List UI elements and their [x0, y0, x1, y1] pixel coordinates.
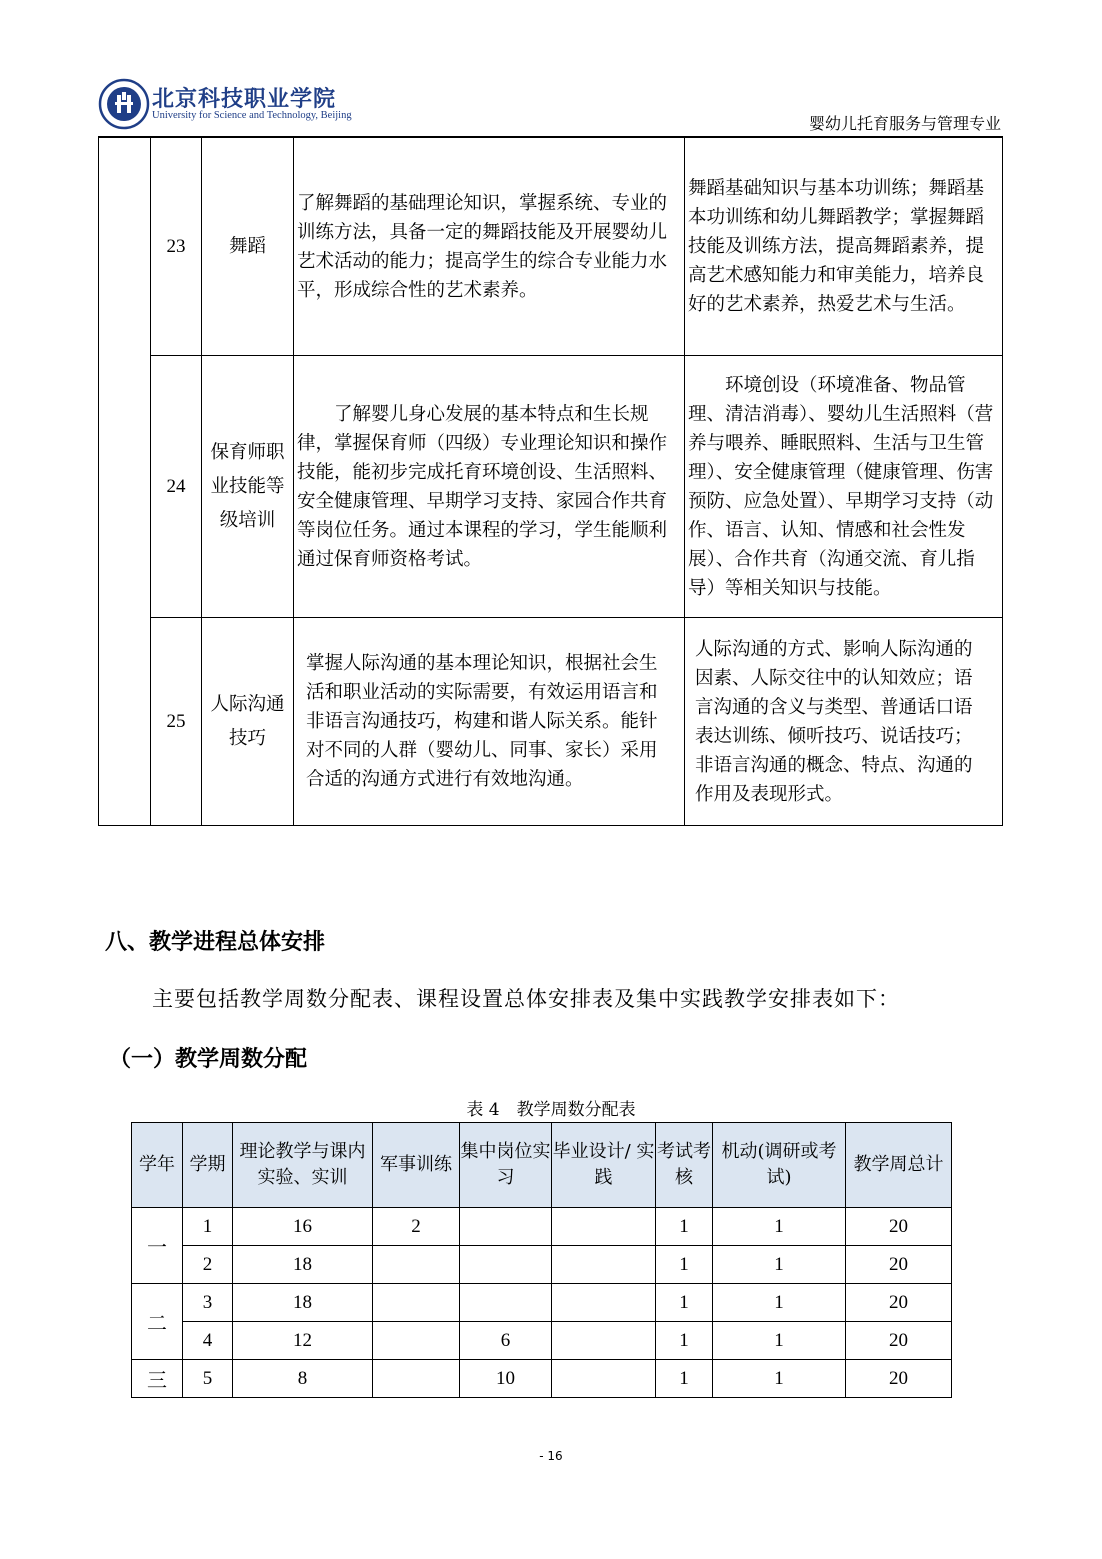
column-header: 学期 — [183, 1123, 233, 1208]
table-cell: 6 — [460, 1322, 552, 1360]
table-cell: 1 — [713, 1208, 846, 1246]
course-number: 23 — [151, 138, 202, 356]
weeks-table — [131, 1122, 952, 1398]
table-cell — [460, 1208, 552, 1246]
intro-paragraph: 主要包括教学周数分配表、课程设置总体安排表及集中实践教学安排表如下： — [152, 987, 900, 1011]
course-name: 舞蹈 — [202, 138, 294, 356]
table-cell: 20 — [846, 1322, 952, 1360]
column-header: 理论教学与课内实验、实训 — [233, 1123, 373, 1208]
table-cell — [373, 1284, 460, 1322]
table-row — [132, 1284, 952, 1322]
university-logo-icon — [98, 78, 150, 130]
table-cell — [552, 1208, 656, 1246]
column-header: 机动(调研或考试) — [713, 1123, 846, 1208]
course-content: 人际沟通的方式、影响人际沟通的因素、人际交往中的认知效应；语言沟通的含义与类型、普通话口语表达训练、倾听技巧、说话技巧；非语言沟通的概念、特点、沟通的作用及表现形式。 — [685, 618, 1003, 826]
course-content: 环境创设（环境准备、物品管理、清洁消毒）、婴幼儿生活照料（营养与喂养、睡眠照料、生活与卫生管理）、安全健康管理（健康管理、伤害预防、应急处置）、早期学习支持（动作、语言、认知、情感和社会性发展）、合作共育（沟通交流、育儿指导）等相关知识与技能。 — [685, 356, 1003, 618]
subsection-heading: （一）教学周数分配 — [109, 1047, 308, 1072]
course-number: 25 — [151, 618, 202, 826]
table-row — [99, 356, 1003, 618]
table-cell: 1 — [183, 1208, 233, 1246]
column-header: 军事训练 — [373, 1123, 460, 1208]
table-cell: 20 — [846, 1360, 952, 1398]
table-cell: 3 — [183, 1284, 233, 1322]
course-number: 24 — [151, 356, 202, 618]
table-cell: 18 — [233, 1246, 373, 1284]
course-objective: 了解舞蹈的基础理论知识，掌握系统、专业的训练方法，具备一定的舞蹈技能及开展婴幼儿艺术活动的能力；提高学生的综合专业能力水平，形成综合性的艺术素养。 — [294, 138, 685, 356]
table-cell: 1 — [713, 1284, 846, 1322]
table-cell: 12 — [233, 1322, 373, 1360]
university-name-en: University for Science and Technology, Beijing — [152, 110, 352, 121]
table-cell — [460, 1246, 552, 1284]
table-cell — [552, 1322, 656, 1360]
table-cell — [552, 1360, 656, 1398]
table-cell: 1 — [656, 1360, 713, 1398]
table-row — [132, 1322, 952, 1360]
table-row — [132, 1246, 952, 1284]
course-name: 保育师职业技能等级培训 — [202, 356, 294, 618]
table-row — [132, 1208, 952, 1246]
table-cell: 1 — [713, 1322, 846, 1360]
course-table — [98, 137, 1003, 826]
table-cell: 4 — [183, 1322, 233, 1360]
table-row — [99, 618, 1003, 826]
column-header: 集中岗位实习 — [460, 1123, 552, 1208]
table-cell — [460, 1284, 552, 1322]
table-cell: 8 — [233, 1360, 373, 1398]
section-heading: 八、教学进程总体安排 — [105, 930, 326, 955]
table-cell: 16 — [233, 1208, 373, 1246]
year-cell: 二 — [132, 1284, 183, 1360]
column-header: 学年 — [132, 1123, 183, 1208]
column-header: 毕业设计/ 实践 — [552, 1123, 656, 1208]
table-cell: 18 — [233, 1284, 373, 1322]
course-name: 人际沟通技巧 — [202, 618, 294, 826]
table-cell: 1 — [656, 1322, 713, 1360]
table-cell: 2 — [373, 1208, 460, 1246]
table-cell: 1 — [713, 1246, 846, 1284]
course-objective: 掌握人际沟通的基本理论知识，根据社会生活和职业活动的实际需要，有效运用语言和非语言沟通技巧，构建和谐人际关系。能针对不同的人群（婴幼儿、同事、家长）采用合适的沟通方式进行有效地沟通。 — [294, 618, 685, 826]
table-cell — [373, 1246, 460, 1284]
table-row — [132, 1360, 952, 1398]
table-cell: 1 — [656, 1246, 713, 1284]
table-cell: 20 — [846, 1246, 952, 1284]
table-cell: 10 — [460, 1360, 552, 1398]
table-cell — [373, 1360, 460, 1398]
program-name: 婴幼儿托育服务与管理专业 — [808, 114, 1001, 133]
column-header: 教学周总计 — [846, 1123, 952, 1208]
university-name-cn: 北京科技职业学院 — [152, 87, 337, 112]
column-header: 考试考核 — [656, 1123, 713, 1208]
page-number: - 16 — [539, 1449, 563, 1463]
table-cell — [373, 1322, 460, 1360]
year-cell: 三 — [132, 1360, 183, 1398]
table-cell — [552, 1284, 656, 1322]
table-cell: 1 — [713, 1360, 846, 1398]
page-header — [98, 72, 1003, 138]
table-header-row — [132, 1123, 952, 1208]
table-cell: 1 — [656, 1284, 713, 1322]
table-cell: 5 — [183, 1360, 233, 1398]
year-cell: 一 — [132, 1208, 183, 1284]
table-cell: 2 — [183, 1246, 233, 1284]
table-cell — [552, 1246, 656, 1284]
category-cell — [99, 138, 151, 826]
table-row — [99, 138, 1003, 356]
table-cell: 1 — [656, 1208, 713, 1246]
table-caption: 表 4 教学周数分配表 — [466, 1100, 636, 1120]
table-cell: 20 — [846, 1208, 952, 1246]
course-content: 舞蹈基础知识与基本功训练；舞蹈基本功训练和幼儿舞蹈教学；掌握舞蹈技能及训练方法，提高舞蹈素养，提高艺术感知能力和审美能力，培养良好的艺术素养，热爱艺术与生活。 — [685, 138, 1003, 356]
course-objective: 了解婴儿身心发展的基本特点和生长规律，掌握保育师（四级）专业理论知识和操作技能，能初步完成托育环境创设、生活照料、安全健康管理、早期学习支持、家园合作共育等岗位任务。通过本课程的学习，学生能顺利通过保育师资格考试。 — [294, 356, 685, 618]
table-cell: 20 — [846, 1284, 952, 1322]
